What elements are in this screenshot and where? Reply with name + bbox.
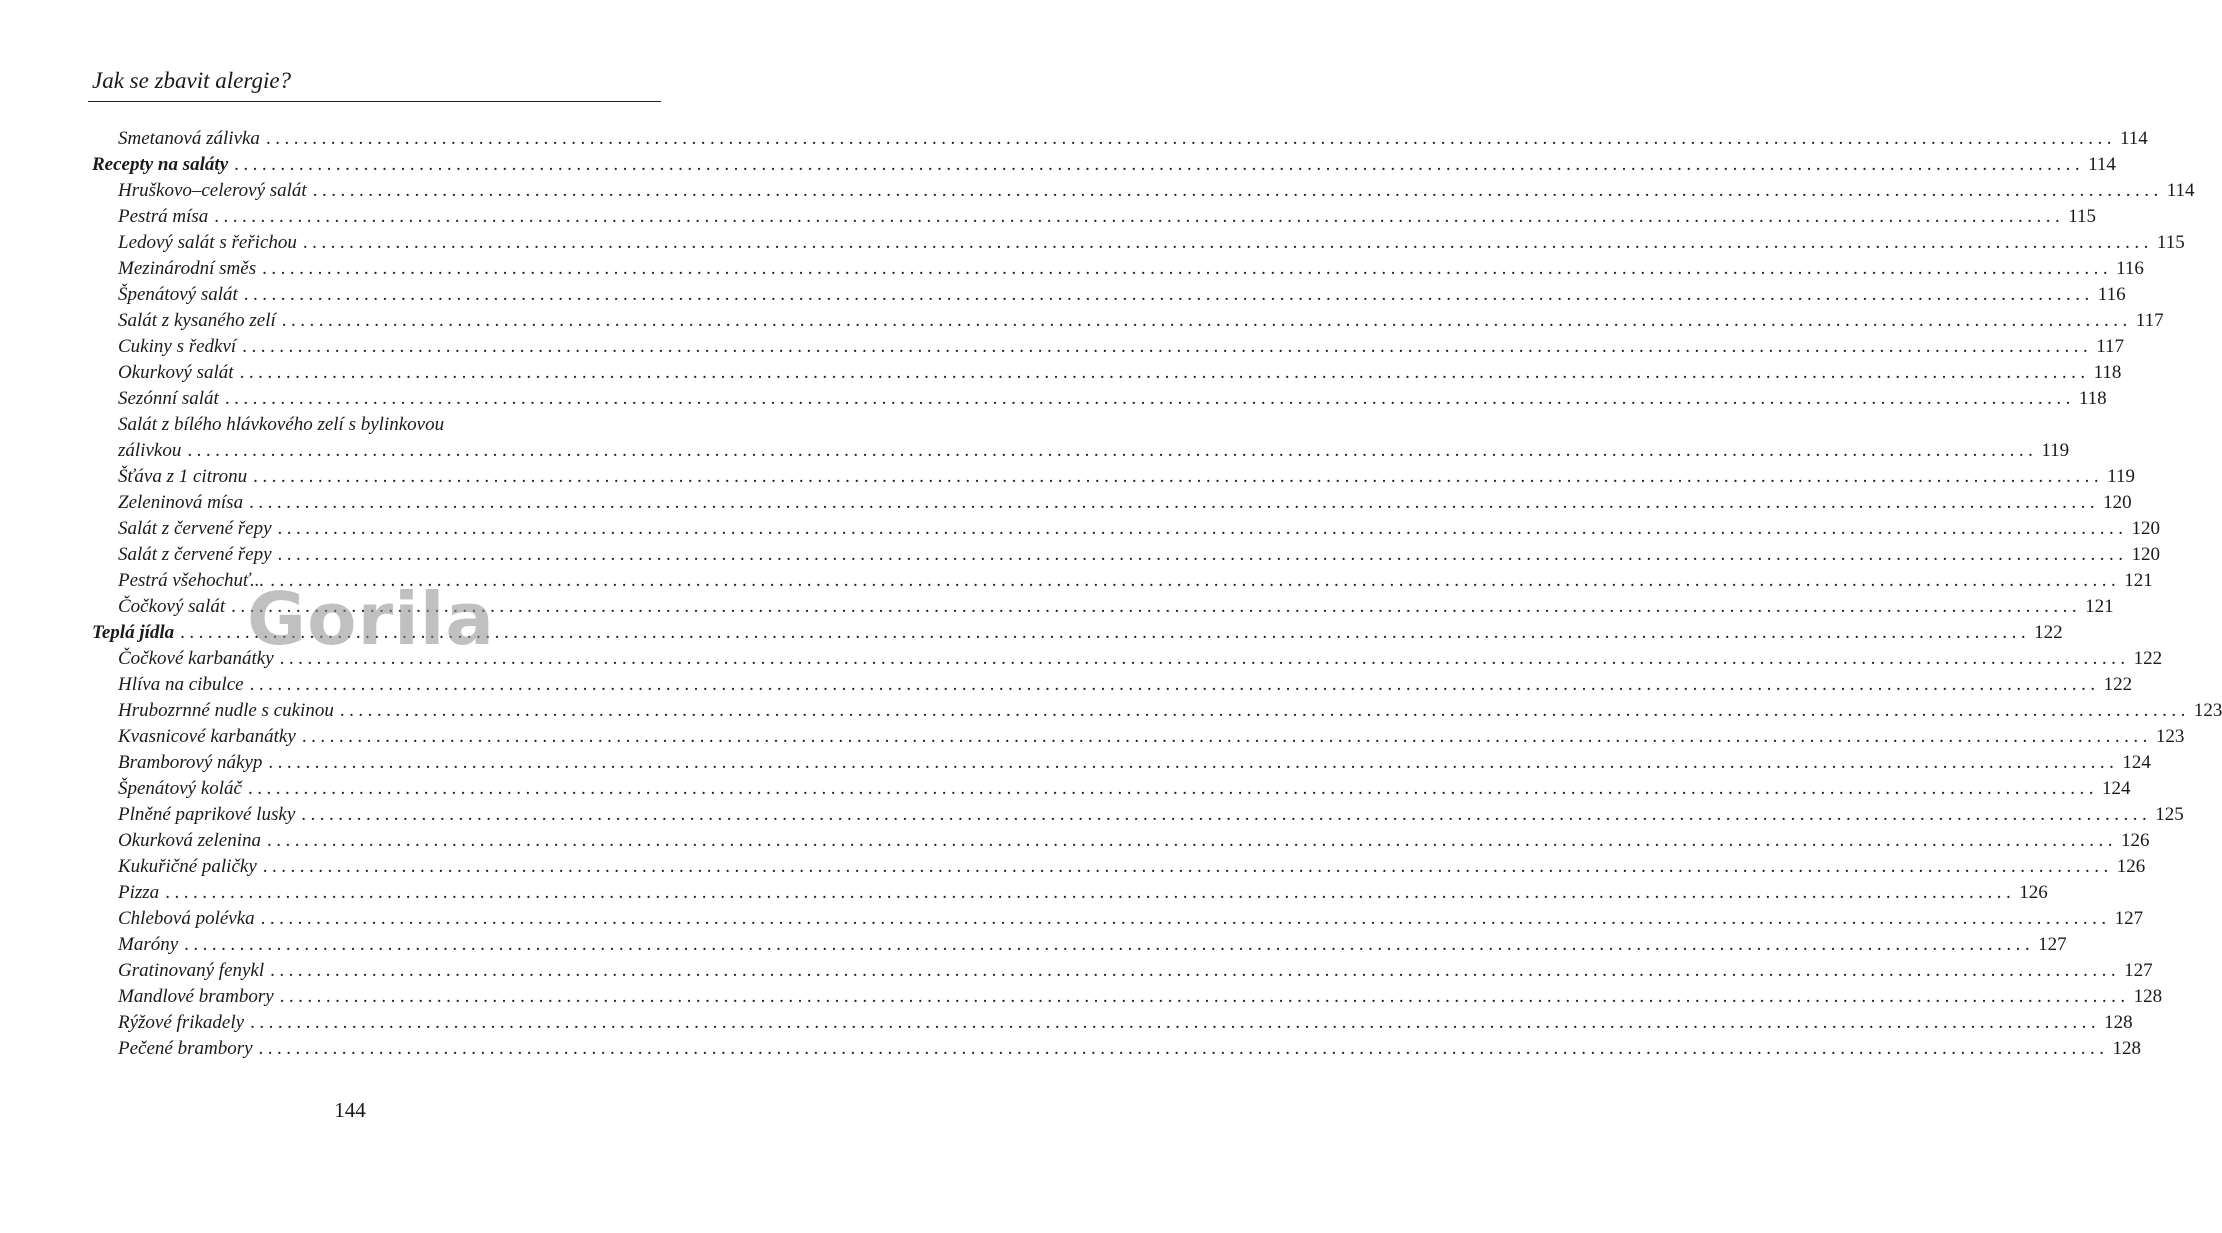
toc-entry-title: Čočkový salát — [118, 596, 226, 617]
toc-entry-page: 127 — [2114, 908, 2144, 929]
toc-entry — [92, 984, 2163, 1010]
toc-entry — [92, 412, 650, 438]
toc-entry-title: Recepty na saláty — [92, 154, 229, 175]
toc-entry-page: 121 — [2085, 596, 2114, 617]
toc-entry-page: 120 — [2103, 492, 2132, 513]
toc-entry-title: Teplá jídla — [92, 622, 175, 643]
toc-entry-page: 126 — [2120, 830, 2150, 851]
toc-entry-page: 127 — [2038, 934, 2067, 955]
dot-leader: ........................................................................................................................................................................................................ — [270, 570, 2121, 591]
dot-leader: ........................................................................................................................................................................................................ — [187, 440, 2038, 461]
dot-leader: ........................................................................................................................................................................................................ — [242, 336, 2093, 357]
dot-leader: ........................................................................................................................................................................................................ — [277, 518, 2128, 539]
toc-entry-page: 118 — [2078, 388, 2107, 409]
toc-entry — [92, 932, 2067, 958]
toc-entry-page: 125 — [2155, 804, 2184, 825]
dot-leader: ........................................................................................................................................................................................................ — [184, 934, 2035, 955]
toc-entry-title: Chlebová polévka — [118, 908, 255, 929]
toc-entry-page: 120 — [2131, 544, 2161, 565]
dot-leader: ........................................................................................................................................................................................................ — [249, 492, 2100, 513]
toc-entry — [92, 724, 2185, 750]
toc-entry — [92, 880, 2048, 906]
toc-entry — [92, 906, 2144, 932]
table-of-contents — [92, 126, 2222, 1062]
toc-entry-page: 120 — [2131, 518, 2161, 539]
toc-entry — [92, 464, 2135, 490]
toc-entry-title: Salát z bílého hlávkového zelí s bylinkovou — [118, 414, 445, 435]
toc-entry-title: Šťáva z 1 citronu — [118, 466, 248, 487]
toc-entry — [92, 672, 2133, 698]
dot-leader: ........................................................................................................................................................................................................ — [258, 1038, 2109, 1059]
dot-leader: ........................................................................................................................................................................................................ — [239, 362, 2090, 383]
toc-entry — [92, 308, 2164, 334]
toc-entry-title: Kvasnicové karbanátky — [118, 726, 296, 747]
toc-entry-page: 128 — [2133, 986, 2163, 1007]
toc-entry — [92, 490, 2132, 516]
dot-leader: ........................................................................................................................................................................................................ — [279, 986, 2130, 1007]
toc-entry-title: Gratinovaný fenykl — [118, 960, 265, 981]
toc-entry-page: 122 — [2133, 648, 2163, 669]
dot-leader: ........................................................................................................................................................................................................ — [234, 154, 2085, 175]
toc-entry-title: Mezinárodní směs — [118, 258, 257, 279]
toc-entry-title: Cukiny s ředkví — [118, 336, 237, 357]
toc-entry-page: 124 — [2122, 752, 2151, 773]
toc-entry-title: Bramborový nákyp — [118, 752, 263, 773]
toc-entry-title: Salát z červené řepy — [118, 544, 272, 565]
toc-entry — [92, 568, 2153, 594]
toc-entry-title: Plněné paprikové lusky — [118, 804, 296, 825]
dot-leader: ........................................................................................................................................................................................................ — [165, 882, 2016, 903]
dot-leader: ........................................................................................................................................................................................................ — [339, 700, 2190, 721]
toc-entry — [92, 698, 2222, 724]
toc-entry — [92, 620, 2063, 646]
dot-leader: ........................................................................................................................................................................................................ — [253, 466, 2104, 487]
toc-entry-page: 124 — [2101, 778, 2131, 799]
dot-leader: ........................................................................................................................................................................................................ — [214, 206, 2065, 227]
watermark-logo: Gorila — [247, 577, 496, 661]
toc-entry — [92, 542, 2161, 568]
toc-entry-title: Zeleninová mísa — [118, 492, 244, 513]
toc-entry-page: 122 — [2034, 622, 2063, 643]
toc-entry-page: 116 — [2116, 258, 2144, 279]
toc-entry — [92, 516, 2161, 542]
toc-entry — [92, 438, 2070, 464]
toc-entry-page: 119 — [2041, 440, 2070, 461]
dot-leader: ........................................................................................................................................................................................................ — [279, 648, 2130, 669]
toc-entry-title: Maróny — [118, 934, 179, 955]
toc-entry — [92, 126, 2148, 152]
toc-entry — [92, 1036, 2142, 1062]
toc-entry-page: 115 — [2068, 206, 2097, 227]
running-header: Jak se zbavit alergie? — [92, 68, 292, 93]
toc-entry-title: Špenátový koláč — [118, 778, 242, 799]
toc-entry — [92, 802, 2184, 828]
toc-entry-page: 115 — [2156, 232, 2185, 253]
dot-leader: ........................................................................................................................................................................................................ — [270, 960, 2121, 981]
toc-entry-page: 126 — [2019, 882, 2048, 903]
dot-leader: ........................................................................................................................................................................................................ — [301, 804, 2152, 825]
header-rule — [88, 101, 661, 102]
toc-entry-title: Špenátový salát — [118, 284, 238, 305]
toc-entry-title: Salát z kysaného zelí — [118, 310, 276, 331]
toc-entry-title: Hruškovo–celerový salát — [118, 180, 307, 201]
dot-leader: ........................................................................................................................................................................................................ — [231, 596, 2082, 617]
toc-entry — [92, 854, 2146, 880]
toc-entry-page: 117 — [2096, 336, 2124, 357]
dot-leader: ........................................................................................................................................................................................................ — [243, 284, 2094, 305]
toc-entry — [92, 334, 2124, 360]
toc-entry — [92, 594, 2114, 620]
toc-entry — [92, 230, 2185, 256]
dot-leader: ........................................................................................................................................................................................................ — [312, 180, 2163, 201]
toc-entry-title: Hlíva na cibulce — [118, 674, 244, 695]
toc-entry — [92, 1010, 2133, 1036]
toc-entry-page: 128 — [2104, 1012, 2133, 1033]
toc-entry — [92, 204, 2097, 230]
dot-leader: ........................................................................................................................................................................................................ — [266, 830, 2117, 851]
dot-leader: ........................................................................................................................................................................................................ — [301, 726, 2152, 747]
toc-entry-title: Čočkové karbanátky — [118, 648, 274, 669]
toc-entry — [92, 360, 2122, 386]
toc-entry — [92, 646, 2163, 672]
dot-leader: ........................................................................................................................................................................................................ — [277, 544, 2128, 565]
toc-entry-page: 123 — [2155, 726, 2185, 747]
dot-leader: ........................................................................................................................................................................................................ — [265, 128, 2116, 149]
toc-entry — [92, 256, 2144, 282]
toc-entry — [92, 958, 2153, 984]
toc-entry-page: 121 — [2124, 570, 2153, 591]
toc-entry-title: Rýžové frikadely — [118, 1012, 245, 1033]
toc-entry-page: 128 — [2112, 1038, 2142, 1059]
toc-entry — [92, 828, 2150, 854]
toc-entry-page: 117 — [2135, 310, 2164, 331]
dot-leader: ........................................................................................................................................................................................................ — [281, 310, 2132, 331]
dot-leader: ........................................................................................................................................................................................................ — [302, 232, 2153, 253]
toc-entry — [92, 152, 2116, 178]
toc-entry-page: 123 — [2193, 700, 2222, 721]
toc-entry — [92, 178, 2195, 204]
toc-entry-page: 126 — [2116, 856, 2146, 877]
dot-leader: ........................................................................................................................................................................................................ — [262, 258, 2113, 279]
toc-entry — [92, 776, 2131, 802]
toc-entry-title: Kukuřičné paličky — [118, 856, 257, 877]
toc-entry — [92, 386, 2107, 412]
dot-leader: ........................................................................................................................................................................................................ — [250, 1012, 2101, 1033]
page-number: 144 — [334, 1098, 366, 1122]
toc-entry-title: Okurková zelenina — [118, 830, 261, 851]
toc-entry-title: Smetanová zálivka — [118, 128, 260, 149]
toc-entry-title: Sezónní salát — [118, 388, 219, 409]
toc-entry-page: 119 — [2107, 466, 2135, 487]
toc-entry-title: Okurkový salát — [118, 362, 234, 383]
toc-entry-title: Pestrá mísa — [118, 206, 209, 227]
dot-leader: ........................................................................................................................................................................................................ — [260, 908, 2111, 929]
toc-entry-page: 118 — [2093, 362, 2122, 383]
toc-entry-page: 114 — [2119, 128, 2148, 149]
toc-entry-title: Hrubozrnné nudle s cukinou — [118, 700, 334, 721]
toc-entry-title: Salát z červené řepy — [118, 518, 272, 539]
toc-entry — [92, 282, 2126, 308]
dot-leader: ........................................................................................................................................................................................................ — [268, 752, 2119, 773]
dot-leader: ........................................................................................................................................................................................................ — [224, 388, 2075, 409]
toc-entry — [92, 750, 2151, 776]
toc-entry-page: 127 — [2124, 960, 2153, 981]
toc-entry-title: Pečené brambory — [118, 1038, 253, 1059]
toc-entry-title: Ledový salát s řeřichou — [118, 232, 297, 253]
toc-entry-title: zálivkou — [118, 440, 182, 461]
dot-leader: ........................................................................................................................................................................................................ — [262, 856, 2113, 877]
toc-entry-title: Mandlové brambory — [118, 986, 274, 1007]
dot-leader: ........................................................................................................................................................................................................ — [180, 622, 2031, 643]
toc-entry-page: 114 — [2166, 180, 2195, 201]
toc-entry-title: Pestrá všehochuť... — [118, 570, 265, 591]
toc-entry-page: 122 — [2103, 674, 2133, 695]
toc-entry-page: 116 — [2097, 284, 2126, 305]
dot-leader: ........................................................................................................................................................................................................ — [247, 778, 2098, 799]
toc-entry-title: Pizza — [118, 882, 160, 903]
toc-entry-page: 114 — [2088, 154, 2116, 175]
dot-leader: ........................................................................................................................................................................................................ — [249, 674, 2100, 695]
